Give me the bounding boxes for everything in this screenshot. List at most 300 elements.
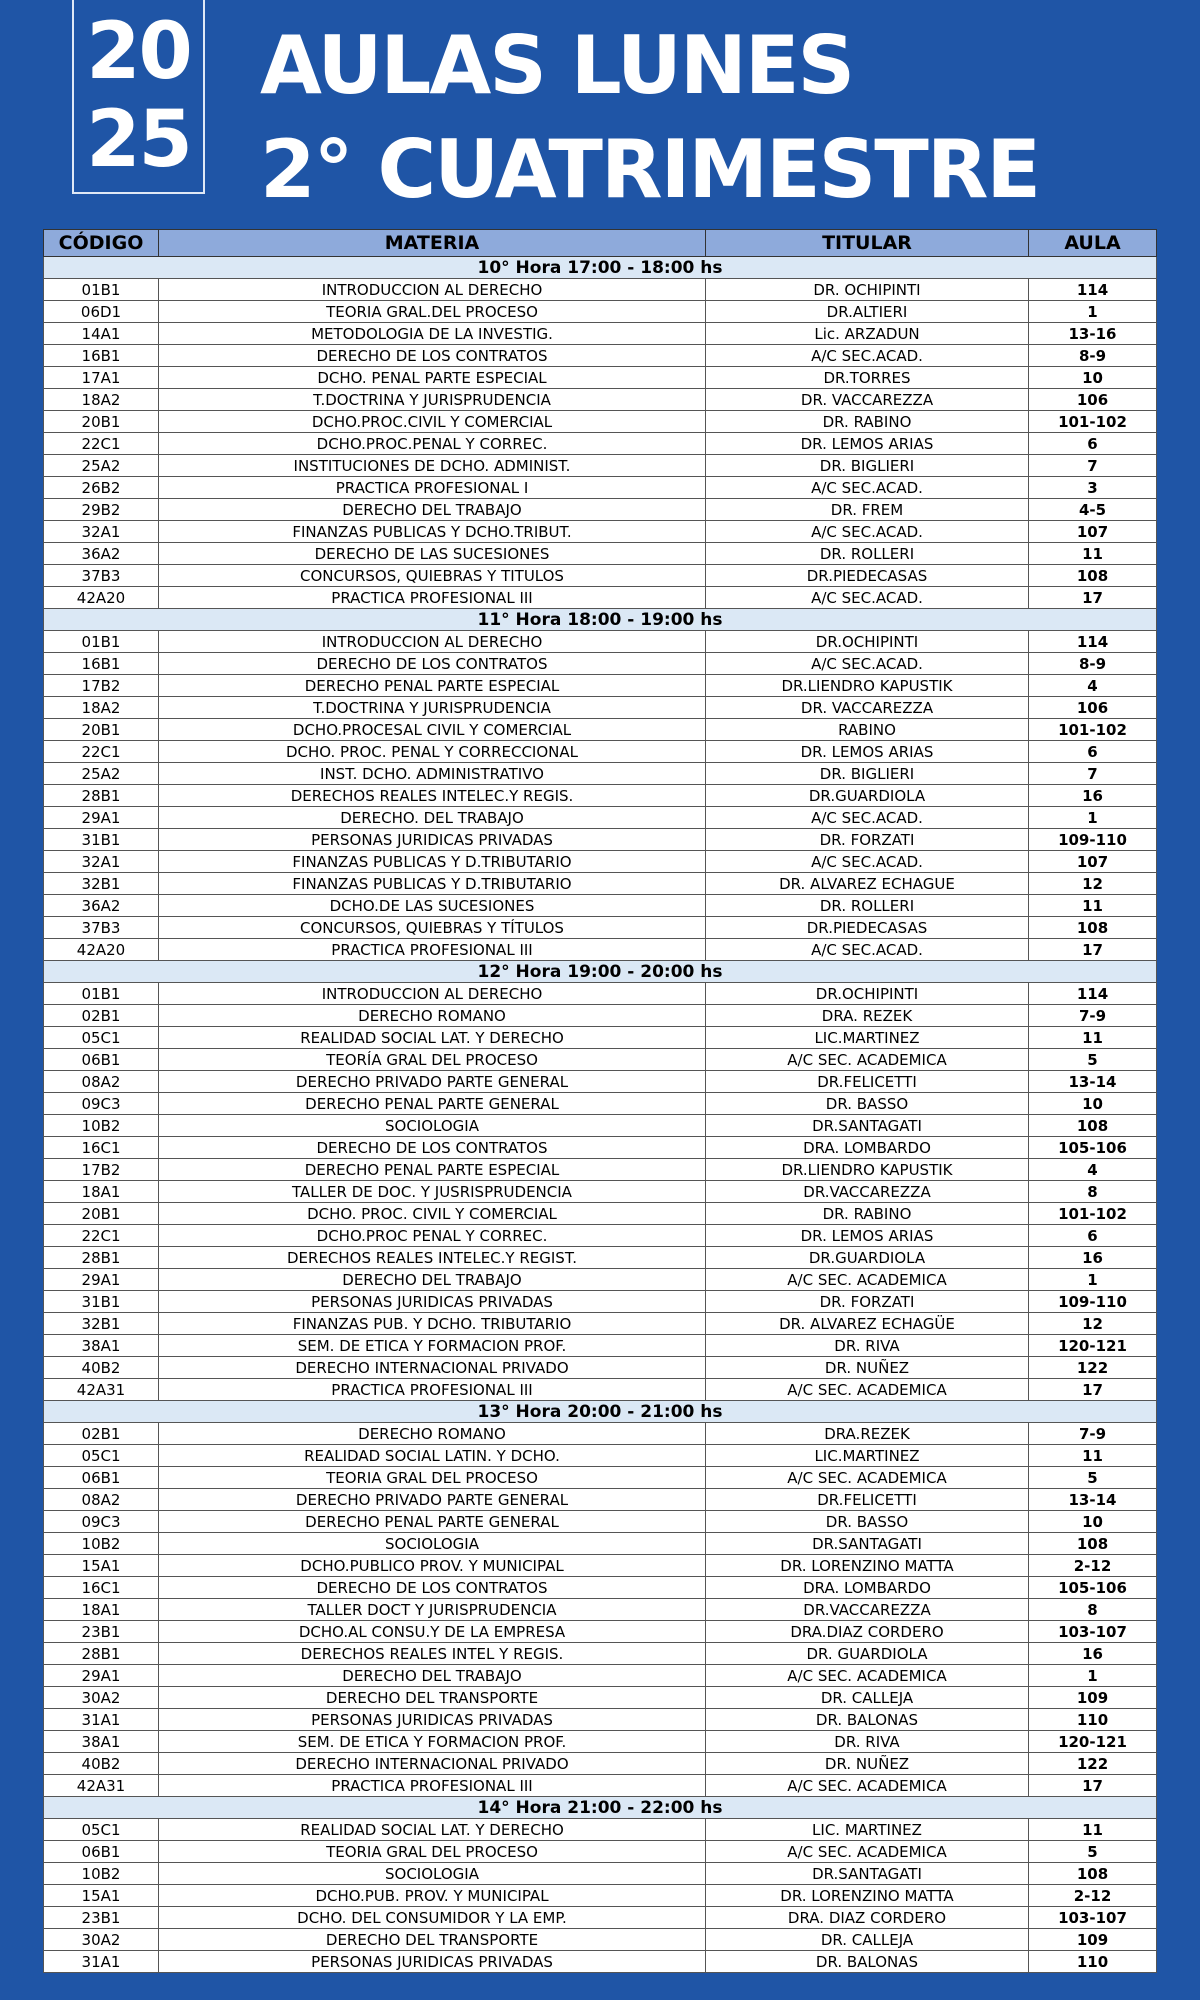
table-row xyxy=(44,917,1157,939)
table-row xyxy=(44,741,1157,763)
aula-cell: 108 xyxy=(1029,1115,1157,1137)
materia-cell: DCHO.PROC.CIVIL Y COMERCIAL xyxy=(159,411,706,433)
aula-cell: 105-106 xyxy=(1029,1137,1157,1159)
codigo-cell: 28B1 xyxy=(44,1247,159,1269)
codigo-cell: 18A2 xyxy=(44,697,159,719)
table-row xyxy=(44,587,1157,609)
table-row xyxy=(44,301,1157,323)
titular-cell: DRA. DIAZ CORDERO xyxy=(706,1907,1029,1929)
materia-cell: REALIDAD SOCIAL LAT. Y DERECHO xyxy=(159,1027,706,1049)
codigo-cell: 18A1 xyxy=(44,1599,159,1621)
table-row xyxy=(44,873,1157,895)
aula-cell: 13-16 xyxy=(1029,323,1157,345)
titular-cell: A/C SEC. ACADEMICA xyxy=(706,1665,1029,1687)
materia-cell: PERSONAS JURIDICAS PRIVADAS xyxy=(159,1709,706,1731)
materia-cell: REALIDAD SOCIAL LAT. Y DERECHO xyxy=(159,1819,706,1841)
table-row xyxy=(44,983,1157,1005)
materia-cell: DERECHO DEL TRABAJO xyxy=(159,499,706,521)
titular-cell: A/C SEC. ACADEMICA xyxy=(706,1049,1029,1071)
aula-cell: 110 xyxy=(1029,1951,1157,1973)
table-row xyxy=(44,1159,1157,1181)
table-row xyxy=(44,1533,1157,1555)
titular-cell: DR. CALLEJA xyxy=(706,1687,1029,1709)
materia-cell: SEM. DE ETICA Y FORMACION PROF. xyxy=(159,1335,706,1357)
titular-cell: DR.OCHIPINTI xyxy=(706,983,1029,1005)
table-row xyxy=(44,785,1157,807)
codigo-cell: 40B2 xyxy=(44,1753,159,1775)
materia-cell: DCHO. PENAL PARTE ESPECIAL xyxy=(159,367,706,389)
materia-cell: DCHO. PROC. PENAL Y CORRECCIONAL xyxy=(159,741,706,763)
titular-cell: DR.SANTAGATI xyxy=(706,1115,1029,1137)
codigo-cell: 23B1 xyxy=(44,1621,159,1643)
titular-cell: DR.FELICETTI xyxy=(706,1071,1029,1093)
titular-cell: DR.VACCAREZZA xyxy=(706,1181,1029,1203)
materia-cell: PERSONAS JURIDICAS PRIVADAS xyxy=(159,1291,706,1313)
codigo-cell: 16C1 xyxy=(44,1577,159,1599)
codigo-cell: 08A2 xyxy=(44,1489,159,1511)
materia-cell: DERECHO DE LOS CONTRATOS xyxy=(159,653,706,675)
aula-cell: 13-14 xyxy=(1029,1489,1157,1511)
aula-cell: 13-14 xyxy=(1029,1071,1157,1093)
titular-cell: DR. NUÑEZ xyxy=(706,1753,1029,1775)
aula-cell: 101-102 xyxy=(1029,1203,1157,1225)
table-row xyxy=(44,1049,1157,1071)
table-row xyxy=(44,1357,1157,1379)
titular-cell: DR.OCHIPINTI xyxy=(706,631,1029,653)
aula-cell: 11 xyxy=(1029,543,1157,565)
aula-cell: 10 xyxy=(1029,1511,1157,1533)
schedule-table xyxy=(43,229,1157,1973)
codigo-cell: 36A2 xyxy=(44,543,159,565)
codigo-cell: 15A1 xyxy=(44,1885,159,1907)
table-row xyxy=(44,1929,1157,1951)
codigo-cell: 05C1 xyxy=(44,1027,159,1049)
table-row xyxy=(44,763,1157,785)
aula-cell: 103-107 xyxy=(1029,1621,1157,1643)
aula-cell: 8-9 xyxy=(1029,653,1157,675)
section-title: 12° Hora 19:00 - 20:00 hs xyxy=(44,961,1157,983)
titular-cell: DR.PIEDECASAS xyxy=(706,917,1029,939)
table-row xyxy=(44,1005,1157,1027)
aula-cell: 17 xyxy=(1029,939,1157,961)
codigo-cell: 10B2 xyxy=(44,1115,159,1137)
materia-cell: DCHO. PROC. CIVIL Y COMERCIAL xyxy=(159,1203,706,1225)
materia-cell: DERECHO DE LOS CONTRATOS xyxy=(159,1577,706,1599)
titular-cell: DR. LORENZINO MATTA xyxy=(706,1885,1029,1907)
codigo-cell: 14A1 xyxy=(44,323,159,345)
aula-cell: 17 xyxy=(1029,1775,1157,1797)
materia-cell: DERECHO PENAL PARTE GENERAL xyxy=(159,1093,706,1115)
aula-cell: 109-110 xyxy=(1029,829,1157,851)
materia-cell: PRACTICA PROFESIONAL III xyxy=(159,1379,706,1401)
materia-cell: SOCIOLOGIA xyxy=(159,1863,706,1885)
titular-cell: A/C SEC.ACAD. xyxy=(706,851,1029,873)
codigo-cell: 29A1 xyxy=(44,1269,159,1291)
codigo-cell: 02B1 xyxy=(44,1005,159,1027)
materia-cell: INTRODUCCION AL DERECHO xyxy=(159,631,706,653)
aula-cell: 105-106 xyxy=(1029,1577,1157,1599)
codigo-cell: 29B2 xyxy=(44,499,159,521)
section-header-row xyxy=(44,961,1157,983)
aula-cell: 114 xyxy=(1029,631,1157,653)
materia-cell: PRACTICA PROFESIONAL I xyxy=(159,477,706,499)
aula-cell: 101-102 xyxy=(1029,719,1157,741)
aula-cell: 16 xyxy=(1029,1643,1157,1665)
titular-cell: A/C SEC. ACADEMICA xyxy=(706,1379,1029,1401)
materia-cell: METODOLOGIA DE LA INVESTIG. xyxy=(159,323,706,345)
aula-cell: 114 xyxy=(1029,279,1157,301)
column-header-aula: AULA xyxy=(1029,230,1157,257)
table-row xyxy=(44,345,1157,367)
table-row xyxy=(44,829,1157,851)
codigo-cell: 16B1 xyxy=(44,653,159,675)
table-row xyxy=(44,565,1157,587)
materia-cell: FINANZAS PUBLICAS Y DCHO.TRIBUT. xyxy=(159,521,706,543)
title-line-2: 2° CUATRIMESTRE xyxy=(260,123,1040,216)
aula-cell: 2-12 xyxy=(1029,1885,1157,1907)
table-row xyxy=(44,1093,1157,1115)
codigo-cell: 36A2 xyxy=(44,895,159,917)
table-row xyxy=(44,1467,1157,1489)
table-row xyxy=(44,411,1157,433)
materia-cell: DERECHO INTERNACIONAL PRIVADO xyxy=(159,1753,706,1775)
materia-cell: T.DOCTRINA Y JURISPRUDENCIA xyxy=(159,697,706,719)
materia-cell: SOCIOLOGIA xyxy=(159,1533,706,1555)
aula-cell: 1 xyxy=(1029,301,1157,323)
materia-cell: DERECHO DEL TRABAJO xyxy=(159,1269,706,1291)
codigo-cell: 32A1 xyxy=(44,521,159,543)
titular-cell: A/C SEC. ACADEMICA xyxy=(706,1775,1029,1797)
titular-cell: DR.SANTAGATI xyxy=(706,1863,1029,1885)
titular-cell: DRA. LOMBARDO xyxy=(706,1137,1029,1159)
titular-cell: DR.LIENDRO KAPUSTIK xyxy=(706,675,1029,697)
aula-cell: 3 xyxy=(1029,477,1157,499)
aula-cell: 2-12 xyxy=(1029,1555,1157,1577)
titular-cell: DR. BALONAS xyxy=(706,1709,1029,1731)
table-row xyxy=(44,1621,1157,1643)
titular-cell: Lic. ARZADUN xyxy=(706,323,1029,345)
titular-cell: DR. LEMOS ARIAS xyxy=(706,741,1029,763)
page-header xyxy=(0,0,1200,222)
titular-cell: DR.FELICETTI xyxy=(706,1489,1029,1511)
titular-cell: DR. ROLLERI xyxy=(706,543,1029,565)
table-row xyxy=(44,1709,1157,1731)
codigo-cell: 20B1 xyxy=(44,411,159,433)
codigo-cell: 20B1 xyxy=(44,1203,159,1225)
materia-cell: FINANZAS PUBLICAS Y D.TRIBUTARIO xyxy=(159,873,706,895)
codigo-cell: 05C1 xyxy=(44,1819,159,1841)
aula-cell: 12 xyxy=(1029,873,1157,895)
titular-cell: DR. RIVA xyxy=(706,1335,1029,1357)
titular-cell: DR. LEMOS ARIAS xyxy=(706,1225,1029,1247)
aula-cell: 4-5 xyxy=(1029,499,1157,521)
table-row xyxy=(44,1269,1157,1291)
materia-cell: INTRODUCCION AL DERECHO xyxy=(159,983,706,1005)
codigo-cell: 42A31 xyxy=(44,1775,159,1797)
table-row xyxy=(44,1731,1157,1753)
materia-cell: PERSONAS JURIDICAS PRIVADAS xyxy=(159,1951,706,1973)
codigo-cell: 01B1 xyxy=(44,631,159,653)
table-row xyxy=(44,477,1157,499)
titular-cell: A/C SEC.ACAD. xyxy=(706,807,1029,829)
codigo-cell: 32B1 xyxy=(44,873,159,895)
table-row xyxy=(44,323,1157,345)
aula-cell: 5 xyxy=(1029,1049,1157,1071)
table-row xyxy=(44,1489,1157,1511)
table-row xyxy=(44,1027,1157,1049)
table-row xyxy=(44,1071,1157,1093)
titular-cell: LIC. MARTINEZ xyxy=(706,1819,1029,1841)
materia-cell: INST. DCHO. ADMINISTRATIVO xyxy=(159,763,706,785)
codigo-cell: 23B1 xyxy=(44,1907,159,1929)
materia-cell: DCHO.PROC PENAL Y CORREC. xyxy=(159,1225,706,1247)
titular-cell: DRA.DIAZ CORDERO xyxy=(706,1621,1029,1643)
materia-cell: INSTITUCIONES DE DCHO. ADMINIST. xyxy=(159,455,706,477)
titular-cell: DR.GUARDIOLA xyxy=(706,1247,1029,1269)
table-row xyxy=(44,1863,1157,1885)
titular-cell: DR. RABINO xyxy=(706,1203,1029,1225)
codigo-cell: 17B2 xyxy=(44,675,159,697)
codigo-cell: 06B1 xyxy=(44,1467,159,1489)
titular-cell: DR.VACCAREZZA xyxy=(706,1599,1029,1621)
aula-cell: 10 xyxy=(1029,367,1157,389)
codigo-cell: 02B1 xyxy=(44,1423,159,1445)
materia-cell: DERECHO DE LOS CONTRATOS xyxy=(159,1137,706,1159)
titular-cell: A/C SEC.ACAD. xyxy=(706,587,1029,609)
titular-cell: A/C SEC.ACAD. xyxy=(706,521,1029,543)
year-bottom: 25 xyxy=(86,95,191,185)
codigo-cell: 32A1 xyxy=(44,851,159,873)
titular-cell: DR.TORRES xyxy=(706,367,1029,389)
table-row xyxy=(44,1445,1157,1467)
titular-cell: DR. BALONAS xyxy=(706,1951,1029,1973)
materia-cell: DERECHO PRIVADO PARTE GENERAL xyxy=(159,1071,706,1093)
materia-cell: DERECHO ROMANO xyxy=(159,1005,706,1027)
aula-cell: 108 xyxy=(1029,1533,1157,1555)
titular-cell: DR. ALVAREZ ECHAGUE xyxy=(706,873,1029,895)
table-row xyxy=(44,1225,1157,1247)
aula-cell: 8 xyxy=(1029,1181,1157,1203)
table-row xyxy=(44,1379,1157,1401)
codigo-cell: 22C1 xyxy=(44,1225,159,1247)
materia-cell: TALLER DOCT Y JURISPRUDENCIA xyxy=(159,1599,706,1621)
titular-cell: A/C SEC.ACAD. xyxy=(706,477,1029,499)
codigo-cell: 29A1 xyxy=(44,807,159,829)
titular-cell: DR.SANTAGATI xyxy=(706,1533,1029,1555)
materia-cell: DERECHO PENAL PARTE GENERAL xyxy=(159,1511,706,1533)
titular-cell: DR. ROLLERI xyxy=(706,895,1029,917)
table-row xyxy=(44,939,1157,961)
codigo-cell: 31A1 xyxy=(44,1709,159,1731)
codigo-cell: 26B2 xyxy=(44,477,159,499)
table-row xyxy=(44,1115,1157,1137)
codigo-cell: 16C1 xyxy=(44,1137,159,1159)
table-row xyxy=(44,521,1157,543)
table-row xyxy=(44,1247,1157,1269)
table-row xyxy=(44,895,1157,917)
table-row xyxy=(44,499,1157,521)
titular-cell: DR. RIVA xyxy=(706,1731,1029,1753)
table-row xyxy=(44,1885,1157,1907)
aula-cell: 5 xyxy=(1029,1467,1157,1489)
codigo-cell: 09C3 xyxy=(44,1511,159,1533)
codigo-cell: 31A1 xyxy=(44,1951,159,1973)
materia-cell: DERECHO INTERNACIONAL PRIVADO xyxy=(159,1357,706,1379)
section-title: 13° Hora 20:00 - 21:00 hs xyxy=(44,1401,1157,1423)
aula-cell: 16 xyxy=(1029,1247,1157,1269)
codigo-cell: 25A2 xyxy=(44,455,159,477)
table-row xyxy=(44,1775,1157,1797)
titular-cell: LIC.MARTINEZ xyxy=(706,1445,1029,1467)
materia-cell: DERECHOS REALES INTEL Y REGIS. xyxy=(159,1643,706,1665)
titular-cell: DR. NUÑEZ xyxy=(706,1357,1029,1379)
materia-cell: FINANZAS PUBLICAS Y D.TRIBUTARIO xyxy=(159,851,706,873)
aula-cell: 6 xyxy=(1029,433,1157,455)
table-row xyxy=(44,279,1157,301)
titular-cell: DR. BASSO xyxy=(706,1511,1029,1533)
titular-cell: DRA.REZEK xyxy=(706,1423,1029,1445)
aula-cell: 4 xyxy=(1029,675,1157,697)
aula-cell: 7-9 xyxy=(1029,1005,1157,1027)
table-row xyxy=(44,1577,1157,1599)
materia-cell: DERECHO PRIVADO PARTE GENERAL xyxy=(159,1489,706,1511)
aula-cell: 12 xyxy=(1029,1313,1157,1335)
aula-cell: 122 xyxy=(1029,1753,1157,1775)
titular-cell: DR. BIGLIERI xyxy=(706,455,1029,477)
materia-cell: DCHO.PUB. PROV. Y MUNICIPAL xyxy=(159,1885,706,1907)
table-row xyxy=(44,719,1157,741)
materia-cell: DERECHOS REALES INTELEC.Y REGIS. xyxy=(159,785,706,807)
materia-cell: INTRODUCCION AL DERECHO xyxy=(159,279,706,301)
aula-cell: 107 xyxy=(1029,851,1157,873)
materia-cell: DERECHO PENAL PARTE ESPECIAL xyxy=(159,675,706,697)
materia-cell: DCHO.PROC.PENAL Y CORREC. xyxy=(159,433,706,455)
materia-cell: PRACTICA PROFESIONAL III xyxy=(159,587,706,609)
table-row xyxy=(44,1181,1157,1203)
aula-cell: 7 xyxy=(1029,763,1157,785)
section-header-row xyxy=(44,1401,1157,1423)
table-row xyxy=(44,1291,1157,1313)
table-row xyxy=(44,1665,1157,1687)
aula-cell: 7-9 xyxy=(1029,1423,1157,1445)
materia-cell: DERECHO ROMANO xyxy=(159,1423,706,1445)
titular-cell: A/C SEC. ACADEMICA xyxy=(706,1269,1029,1291)
titular-cell: DR.LIENDRO KAPUSTIK xyxy=(706,1159,1029,1181)
titular-cell: DR. RABINO xyxy=(706,411,1029,433)
materia-cell: PERSONAS JURIDICAS PRIVADAS xyxy=(159,829,706,851)
aula-cell: 10 xyxy=(1029,1093,1157,1115)
aula-cell: 114 xyxy=(1029,983,1157,1005)
codigo-cell: 22C1 xyxy=(44,433,159,455)
table-row xyxy=(44,675,1157,697)
aula-cell: 106 xyxy=(1029,389,1157,411)
aula-cell: 122 xyxy=(1029,1357,1157,1379)
aula-cell: 1 xyxy=(1029,1269,1157,1291)
materia-cell: SOCIOLOGIA xyxy=(159,1115,706,1137)
table-header-row xyxy=(44,230,1157,257)
aula-cell: 106 xyxy=(1029,697,1157,719)
titular-cell: A/C SEC. ACADEMICA xyxy=(706,1467,1029,1489)
codigo-cell: 31B1 xyxy=(44,1291,159,1313)
table-row xyxy=(44,367,1157,389)
codigo-cell: 30A2 xyxy=(44,1929,159,1951)
titular-cell: DR. CALLEJA xyxy=(706,1929,1029,1951)
aula-cell: 108 xyxy=(1029,1863,1157,1885)
materia-cell: REALIDAD SOCIAL LATIN. Y DCHO. xyxy=(159,1445,706,1467)
materia-cell: DCHO. DEL CONSUMIDOR Y LA EMP. xyxy=(159,1907,706,1929)
materia-cell: DERECHO. DEL TRABAJO xyxy=(159,807,706,829)
titular-cell: DR. ALVAREZ ECHAGÜE xyxy=(706,1313,1029,1335)
table-row xyxy=(44,1555,1157,1577)
table-row xyxy=(44,1137,1157,1159)
aula-cell: 11 xyxy=(1029,1819,1157,1841)
codigo-cell: 15A1 xyxy=(44,1555,159,1577)
titular-cell: DR. BIGLIERI xyxy=(706,763,1029,785)
section-header-row xyxy=(44,1797,1157,1819)
titular-cell: A/C SEC.ACAD. xyxy=(706,939,1029,961)
codigo-cell: 09C3 xyxy=(44,1093,159,1115)
materia-cell: FINANZAS PUB. Y DCHO. TRIBUTARIO xyxy=(159,1313,706,1335)
codigo-cell: 18A1 xyxy=(44,1181,159,1203)
titular-cell: DR. OCHIPINTI xyxy=(706,279,1029,301)
codigo-cell: 01B1 xyxy=(44,983,159,1005)
aula-cell: 1 xyxy=(1029,1665,1157,1687)
aula-cell: 107 xyxy=(1029,521,1157,543)
table-row xyxy=(44,631,1157,653)
titular-cell: LIC.MARTINEZ xyxy=(706,1027,1029,1049)
materia-cell: DERECHO DEL TRABAJO xyxy=(159,1665,706,1687)
titular-cell: DRA. REZEK xyxy=(706,1005,1029,1027)
materia-cell: DERECHO DE LOS CONTRATOS xyxy=(159,345,706,367)
titular-cell: DR. FORZATI xyxy=(706,829,1029,851)
titular-cell: DR. LORENZINO MATTA xyxy=(706,1555,1029,1577)
table-row xyxy=(44,1841,1157,1863)
codigo-cell: 08A2 xyxy=(44,1071,159,1093)
materia-cell: DCHO.PUBLICO PROV. Y MUNICIPAL xyxy=(159,1555,706,1577)
materia-cell: TALLER DE DOC. Y JUSRISPRUDENCIA xyxy=(159,1181,706,1203)
codigo-cell: 16B1 xyxy=(44,345,159,367)
codigo-cell: 31B1 xyxy=(44,829,159,851)
aula-cell: 5 xyxy=(1029,1841,1157,1863)
aula-cell: 109 xyxy=(1029,1687,1157,1709)
titular-cell: DR. LEMOS ARIAS xyxy=(706,433,1029,455)
table-row xyxy=(44,1951,1157,1973)
titular-cell: DR. VACCAREZZA xyxy=(706,389,1029,411)
table-row xyxy=(44,543,1157,565)
materia-cell: TEORIA GRAL DEL PROCESO xyxy=(159,1467,706,1489)
section-title: 10° Hora 17:00 - 18:00 hs xyxy=(44,257,1157,279)
table-row xyxy=(44,1753,1157,1775)
table-row xyxy=(44,1313,1157,1335)
column-header-materia: MATERIA xyxy=(159,230,706,257)
titular-cell: RABINO xyxy=(706,719,1029,741)
materia-cell: PRACTICA PROFESIONAL III xyxy=(159,939,706,961)
titular-cell: DR. GUARDIOLA xyxy=(706,1643,1029,1665)
materia-cell: DERECHO DEL TRANSPORTE xyxy=(159,1929,706,1951)
aula-cell: 103-107 xyxy=(1029,1907,1157,1929)
title-line-1: AULAS LUNES xyxy=(260,19,854,112)
titular-cell: DR. FREM xyxy=(706,499,1029,521)
materia-cell: DERECHO DE LAS SUCESIONES xyxy=(159,543,706,565)
aula-cell: 8 xyxy=(1029,1599,1157,1621)
materia-cell: DERECHO PENAL PARTE ESPECIAL xyxy=(159,1159,706,1181)
table-row xyxy=(44,1643,1157,1665)
titular-cell: DR. VACCAREZZA xyxy=(706,697,1029,719)
aula-cell: 7 xyxy=(1029,455,1157,477)
codigo-cell: 30A2 xyxy=(44,1687,159,1709)
aula-cell: 4 xyxy=(1029,1159,1157,1181)
titular-cell: A/C SEC. ACADEMICA xyxy=(706,1841,1029,1863)
